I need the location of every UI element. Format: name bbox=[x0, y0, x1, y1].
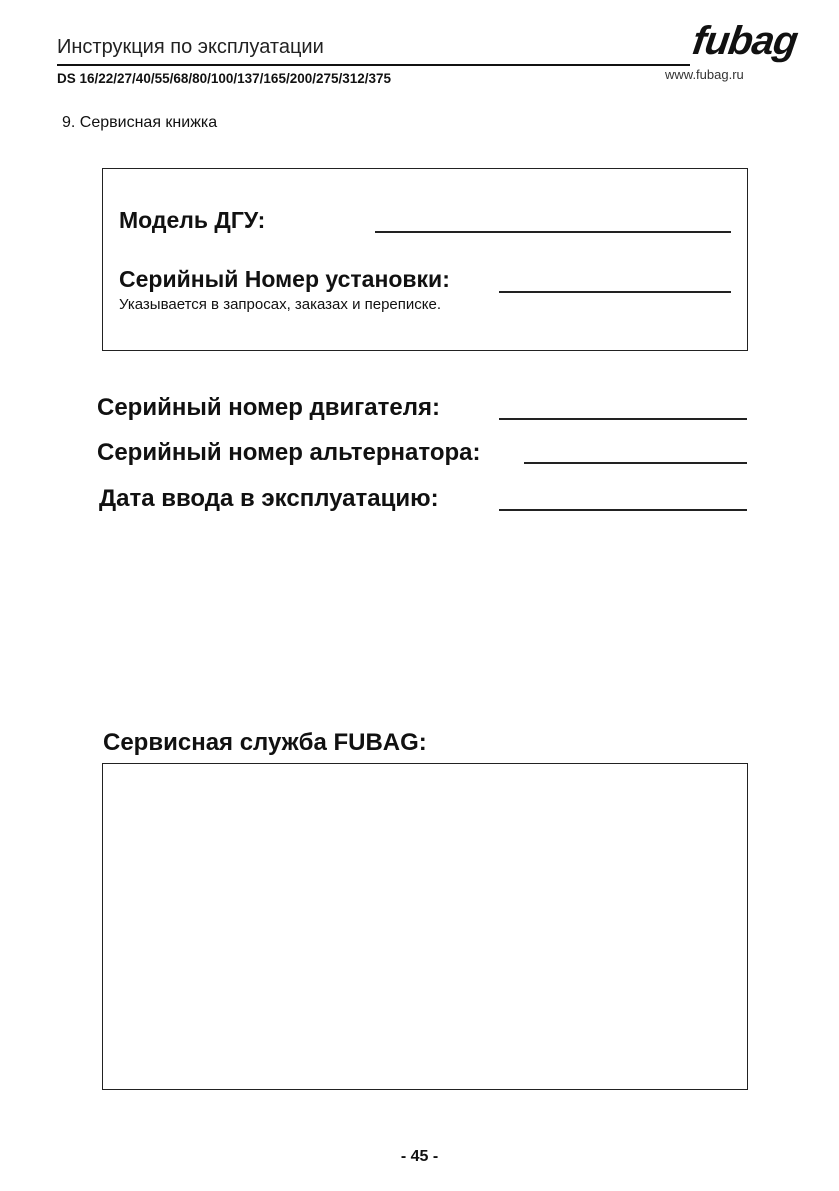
unit-info-box bbox=[102, 168, 748, 351]
engine-serial-field[interactable] bbox=[499, 418, 747, 420]
fubag-logo: fubag bbox=[689, 19, 800, 63]
commissioning-date-field[interactable] bbox=[499, 509, 747, 511]
alternator-serial-field[interactable] bbox=[524, 462, 747, 464]
model-label: Модель ДГУ: bbox=[119, 207, 266, 233]
serial-hint: Указывается в запросах, заказах и переписке. bbox=[119, 296, 442, 313]
commissioning-date-label: Дата ввода в эксплуатацию: bbox=[99, 485, 439, 512]
page-number: - 45 - bbox=[400, 1148, 439, 1165]
website-link[interactable]: www.fubag.ru bbox=[665, 67, 744, 82]
document-title: Инструкция по эксплуатации bbox=[57, 36, 324, 58]
model-field[interactable] bbox=[375, 231, 731, 233]
service-title: Сервисная служба FUBAG: bbox=[103, 729, 427, 756]
service-stamp-box[interactable] bbox=[102, 763, 748, 1090]
unit-serial-label: Серийный Номер установки: bbox=[119, 266, 450, 292]
unit-serial-field[interactable] bbox=[499, 291, 731, 293]
engine-serial-label: Серийный номер двигателя: bbox=[97, 394, 440, 421]
model-list: DS 16/22/27/40/55/68/80/100/137/165/200/275/312/375 bbox=[57, 71, 392, 86]
header-divider bbox=[57, 64, 690, 66]
section-title: 9. Сервисная книжка bbox=[62, 114, 218, 131]
alternator-serial-label: Серийный номер альтернатора: bbox=[97, 439, 481, 466]
